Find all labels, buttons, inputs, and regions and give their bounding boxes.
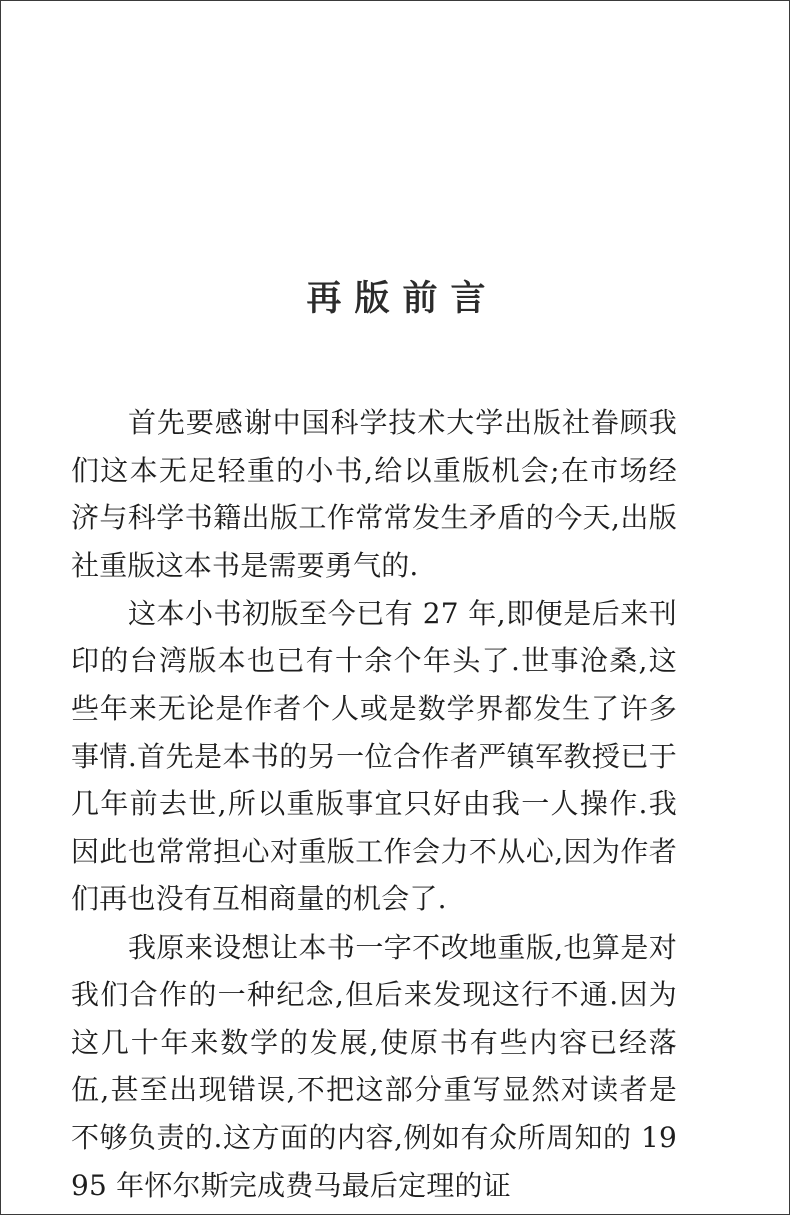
paragraph-2: 这本小书初版至今已有 27 年,即便是后来刊印的台湾版本也已有十余个年头了.世事沧桑,这些年来无论是作者个人或是数学界都发生了许多事情.首先是本书的另一位合作者严镇军教授已于几年前去世,所以重版事宜只好由我一人操作.我因此也常常担心对重版工作会力不从心,因为作者们再也没有互相商量的机会了. (71, 596, 677, 916)
paragraph-1: 首先要感谢中国科学技术大学出版社眷顾我们这本无足轻重的小书,给以重版机会;在市场经济与科学书籍出版工作常常发生矛盾的今天,出版社重版这本书是需要勇气的. (71, 406, 677, 582)
page-title: 再版前言 (306, 279, 499, 320)
body-text-block (71, 399, 677, 1209)
paragraph-3: 我原来设想让本书一字不改地重版,也算是对我们合作的一种纪念,但后来发现这行不通.因为这几十年来数学的发展,使原书有些内容已经落伍,甚至出现错误,不把这部分重写显然对读者是不够负责的.这方面的内容,例如有众所周知的 1995 年怀尔斯完成费马最后定理的证 (71, 930, 678, 1202)
